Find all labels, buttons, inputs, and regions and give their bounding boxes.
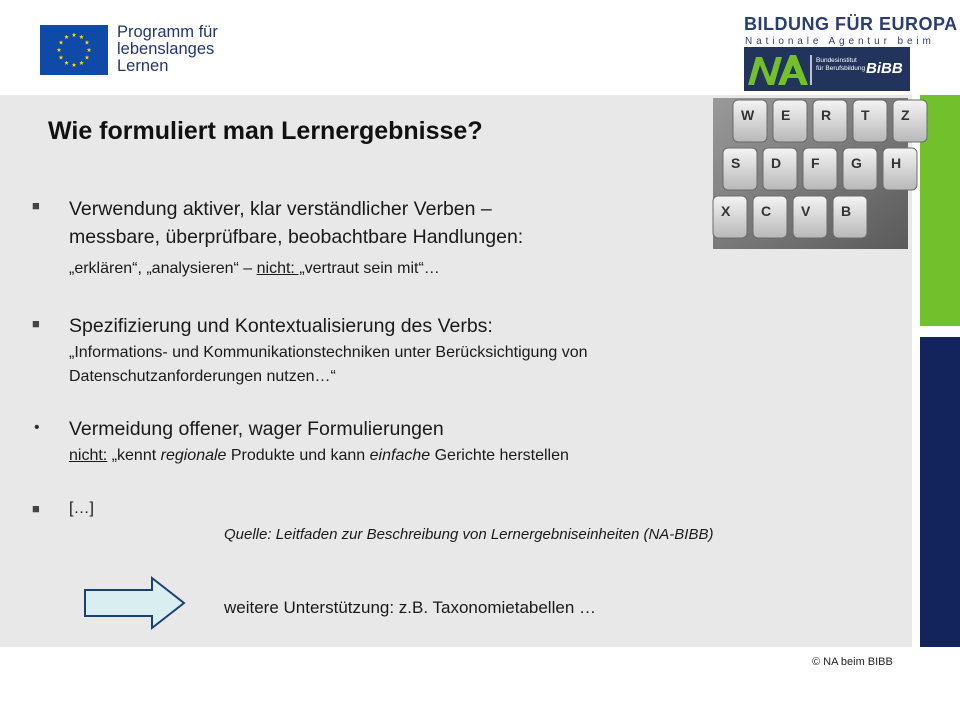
bullet-3-emph-regional: regionale — [160, 447, 227, 464]
keyboard-photo — [713, 98, 908, 249]
bibb-wordmark: BiBB — [866, 60, 903, 77]
bullet-square-icon: ■ — [32, 501, 40, 516]
bullet-4-text: […] — [69, 500, 94, 517]
bullet-square-icon: ■ — [32, 198, 40, 213]
keyboard-key-label: G — [851, 155, 862, 171]
support-hint: weitere Unterstützung: z.B. Taxonomietabellen … — [224, 598, 596, 617]
program-name — [117, 24, 277, 75]
side-bar-navy — [920, 337, 960, 647]
bullet-2-line-3: Datenschutzanforderungen nutzen…“ — [69, 368, 336, 385]
eu-star — [85, 55, 90, 59]
program-name-line-2: lebenslanges — [117, 40, 215, 58]
keyboard-key-label: X — [721, 203, 731, 219]
keyboard-key-label: V — [801, 203, 811, 219]
keyboard-key-label: W — [741, 107, 755, 123]
institute-name-line-2: für Berufsbildung — [816, 65, 866, 72]
eu-star — [59, 55, 64, 59]
eu-star — [72, 63, 77, 67]
na-title: BILDUNG FÜR EUROPA — [744, 14, 958, 34]
slide-title: Wie formuliert man Lernergebnisse? — [48, 117, 483, 145]
bullet-1-not-label: nicht: „ — [256, 260, 305, 277]
eu-star — [59, 40, 64, 44]
source-citation: Quelle: Leitfaden zur Beschreibung von Lernergebniseinheiten (NA-BIBB) — [224, 526, 714, 543]
keyboard-key-label: T — [861, 107, 870, 123]
keyboard-key-label: D — [771, 155, 782, 171]
eu-star — [72, 33, 77, 37]
bullet-2-line-1: Spezifizierung und Kontextualisierung des Verbs: — [69, 315, 493, 337]
bullet-3-text-a: „kennt — [107, 447, 161, 464]
eu-stars-icon — [40, 25, 108, 75]
keyboard-key — [853, 100, 887, 142]
eu-flag-logo — [40, 25, 108, 75]
bullet-square-icon: ■ — [32, 316, 40, 331]
keyboard-key-label: S — [731, 155, 741, 171]
eu-star — [64, 61, 69, 65]
eu-star — [85, 40, 90, 44]
eu-star — [79, 35, 84, 39]
bullet-1-line-2: messbare, überprüfbare, beobachtbare Handlungen: — [69, 226, 524, 248]
arrow-right-icon — [82, 575, 188, 631]
bullet-1-counter-example: vertraut sein mit“… — [304, 260, 440, 277]
eu-star — [79, 61, 84, 65]
na-subtitle: Nationale Agentur beim — [745, 36, 935, 47]
bullet-3-text-c: Gerichte herstellen — [430, 447, 569, 464]
bullet-3-line-2 — [69, 447, 569, 465]
bullet-1-examples: „erklären“, „analysieren“ – — [69, 260, 257, 277]
eu-star — [64, 35, 69, 39]
program-name-line-3: Lernen — [117, 57, 169, 75]
institute-name-line-1: Bundesinstitut — [816, 57, 857, 64]
bullet-3-not-label: nicht: — [69, 447, 108, 464]
keyboard-key-label: C — [761, 203, 772, 219]
keyboard-key-label: H — [891, 155, 902, 171]
keyboard-key-label: R — [821, 107, 832, 123]
eu-star — [57, 48, 62, 52]
bullet-1-line-1: Verwendung aktiver, klar verständlicher Verben – — [69, 198, 492, 220]
keyboard-key-label: F — [811, 155, 820, 171]
keyboard-key-label: B — [841, 203, 852, 219]
keyboard-key-label: Z — [901, 107, 910, 123]
bullet-3-emph-simple: einfache — [369, 447, 431, 464]
bullet-2-line-2: „Informations- und Kommunikationstechniken unter Berücksichtigung von — [69, 344, 588, 361]
bullet-3-line-1: Vermeidung offener, wager Formulierungen — [69, 418, 444, 440]
keyboard-key-label: E — [781, 107, 791, 123]
keyboard-key — [893, 100, 927, 142]
bullet-3-text-b: Produkte und kann — [226, 447, 370, 464]
bullet-1-line-3 — [69, 260, 440, 278]
keyboard-key — [803, 148, 837, 190]
copyright: © NA beim BIBB — [812, 656, 893, 668]
bullet-dot-icon: • — [34, 419, 40, 436]
eu-star — [87, 48, 92, 52]
program-name-line-1: Programm für — [117, 23, 218, 41]
